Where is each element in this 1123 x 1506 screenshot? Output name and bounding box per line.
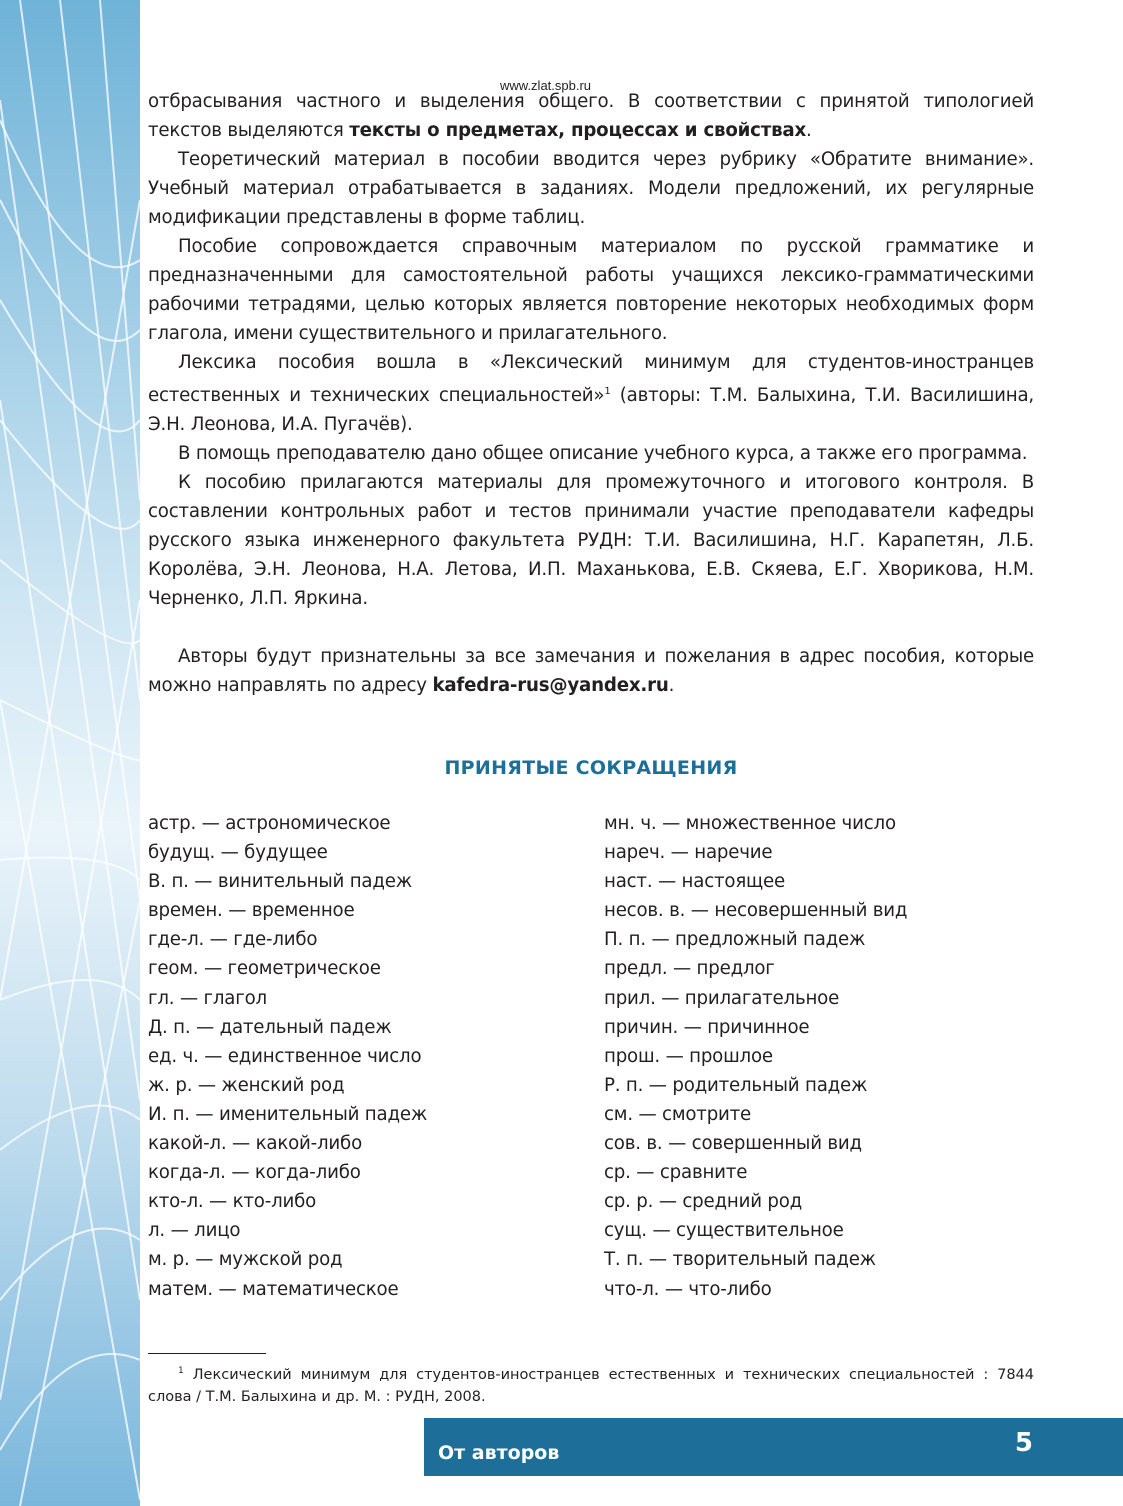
abbreviation-item: ср. р. — средний род — [604, 1191, 803, 1213]
paragraph-1: отбрасывания частного и выделения общего. В соответствии с принятой типологией текстов выделяются тексты о предметах, процессах и свойствах. — [148, 91, 1034, 141]
abbreviation-item: гл. — глагол — [148, 987, 267, 1009]
abbreviation-item: наст. — настоящее — [604, 871, 785, 893]
footnote-marker: 1 — [178, 1366, 184, 1376]
footer-bar — [424, 1418, 1123, 1476]
section-title: От авторов — [438, 1442, 560, 1464]
abbreviation-item: ж. р. — женский род — [148, 1074, 345, 1096]
email-address: kafedra-rus@yandex.ru — [432, 675, 669, 697]
abbreviations-heading: ПРИНЯТЫЕ СОКРАЩЕНИЯ — [444, 757, 738, 779]
page-number: 5 — [1014, 1428, 1033, 1458]
footnote-divider — [148, 1353, 266, 1354]
abbreviation-item: сов. в. — совершенный вид — [604, 1133, 862, 1155]
abbreviation-item: будущ. — будущее — [148, 842, 328, 864]
abbreviation-item: Р. п. — родительный падеж — [604, 1074, 868, 1096]
abbreviation-item: ср. — сравните — [604, 1162, 748, 1184]
abbreviation-item: В. п. — винительный падеж — [148, 871, 412, 893]
footnote-text: Лексический минимум для студентов-иностранцев естественных и технических специальностей : 7844 слова / Т.М. Балыхина и др. М. : РУДН, 2008. — [148, 1366, 1035, 1405]
bold-phrase: тексты о предметах, процессах и свойствах — [349, 120, 807, 141]
abbreviation-item: предл. — предлог — [604, 958, 775, 980]
paragraph-6: К пособию прилагаются материалы для промежуточного и итогового контроля. В составлении контрольных работ и тестов принимали участие преподаватели кафедры русского языка инженерного факультета РУДН: Т.И. Василишина, Н.Г. Карапетян, Л.Б. Королёва, Э.Н. Леонова, Н.А. Летова, И.П. Маханькова, Е.В. Скяева, Е.Г. Хворикова, Н.М. Черненко, Л.П. Яркина. — [148, 472, 1034, 610]
footnote — [148, 1360, 1034, 1408]
abbreviation-item: мн. ч. — множественное число — [604, 813, 896, 834]
abbreviation-item: сущ. — существительное — [604, 1220, 844, 1242]
abbreviation-item: кто-л. — кто-либо — [148, 1191, 317, 1213]
abbreviation-item: несов. в. — несовершенный вид — [604, 900, 908, 922]
abbreviation-item: астр. — астрономическое — [148, 813, 391, 834]
footnote-ref: 1 — [604, 386, 611, 397]
preface-text — [148, 87, 1034, 700]
abbreviation-item: какой-л. — какой-либо — [148, 1133, 362, 1155]
abbreviation-item: что-л. — что-либо — [604, 1278, 772, 1300]
abbreviation-item: когда-л. — когда-либо — [148, 1162, 361, 1184]
paragraph-5: В помощь преподавателю дано общее описание учебного курса, а также его программа. — [178, 443, 1028, 465]
decorative-side-image — [0, 0, 140, 1506]
paragraph-7: Авторы будут признательны за все замечания и пожелания в адрес пособия, которые можно направлять по адресу kafedra-rus@yandex.ru. — [148, 646, 1034, 697]
abbreviation-item: И. п. — именительный падеж — [148, 1103, 427, 1125]
paragraph-3: Пособие сопровождается справочным материалом по русской грамматике и предназначенными для самостоятельной работы учащихся лексико-грамматическими рабочими тетрадями, целью которых является повторение некоторых необходимых форм глагола, имени существительного и прилагательного. — [148, 236, 1034, 344]
abbreviations-right-column — [604, 809, 907, 1304]
abbreviation-item: геом. — геометрическое — [148, 958, 381, 980]
abbreviation-item: Т. п. — творительный падеж — [604, 1249, 876, 1271]
abbreviation-item: где-л. — где-либо — [148, 929, 318, 951]
paragraph-2: Теоретический материал в пособии вводится через рубрику «Обратите внимание». Учебный материал отрабатывается в заданиях. Модели предложений, их регулярные модификации представлены в форме таблиц. — [148, 149, 1034, 228]
abbreviation-item: прош. — прошлое — [604, 1045, 773, 1067]
abbreviation-item: матем. — математическое — [148, 1278, 399, 1300]
abbreviation-item: П. п. — предложный падеж — [604, 929, 866, 951]
abbreviation-item: нареч. — наречие — [604, 842, 773, 864]
abbreviations-left-column — [148, 809, 427, 1304]
watermark-url: www.zlat.spb.ru — [500, 78, 592, 93]
abbreviation-item: ед. ч. — единственное число — [148, 1045, 422, 1067]
abbreviation-item: м. р. — мужской род — [148, 1249, 343, 1271]
abbreviation-item: прил. — прилагательное — [604, 987, 840, 1009]
abbreviation-item: л. — лицо — [148, 1220, 241, 1242]
abbreviation-item: см. — смотрите — [604, 1103, 752, 1125]
abbreviation-item: причин. — причинное — [604, 1016, 810, 1038]
paragraph-4: Лексика пособия вошла в «Лексический минимум для студентов-иностранцев естественных и технических специальностей»$^1$ (авторы: Т.М. Балыхина, Т.И. Василишина, Э.Н. Леонова, И.А. Пугачёв). — [148, 352, 1034, 436]
abbreviation-item: Д. п. — дательный падеж — [148, 1016, 392, 1038]
abbreviation-item: времен. — временное — [148, 900, 355, 922]
